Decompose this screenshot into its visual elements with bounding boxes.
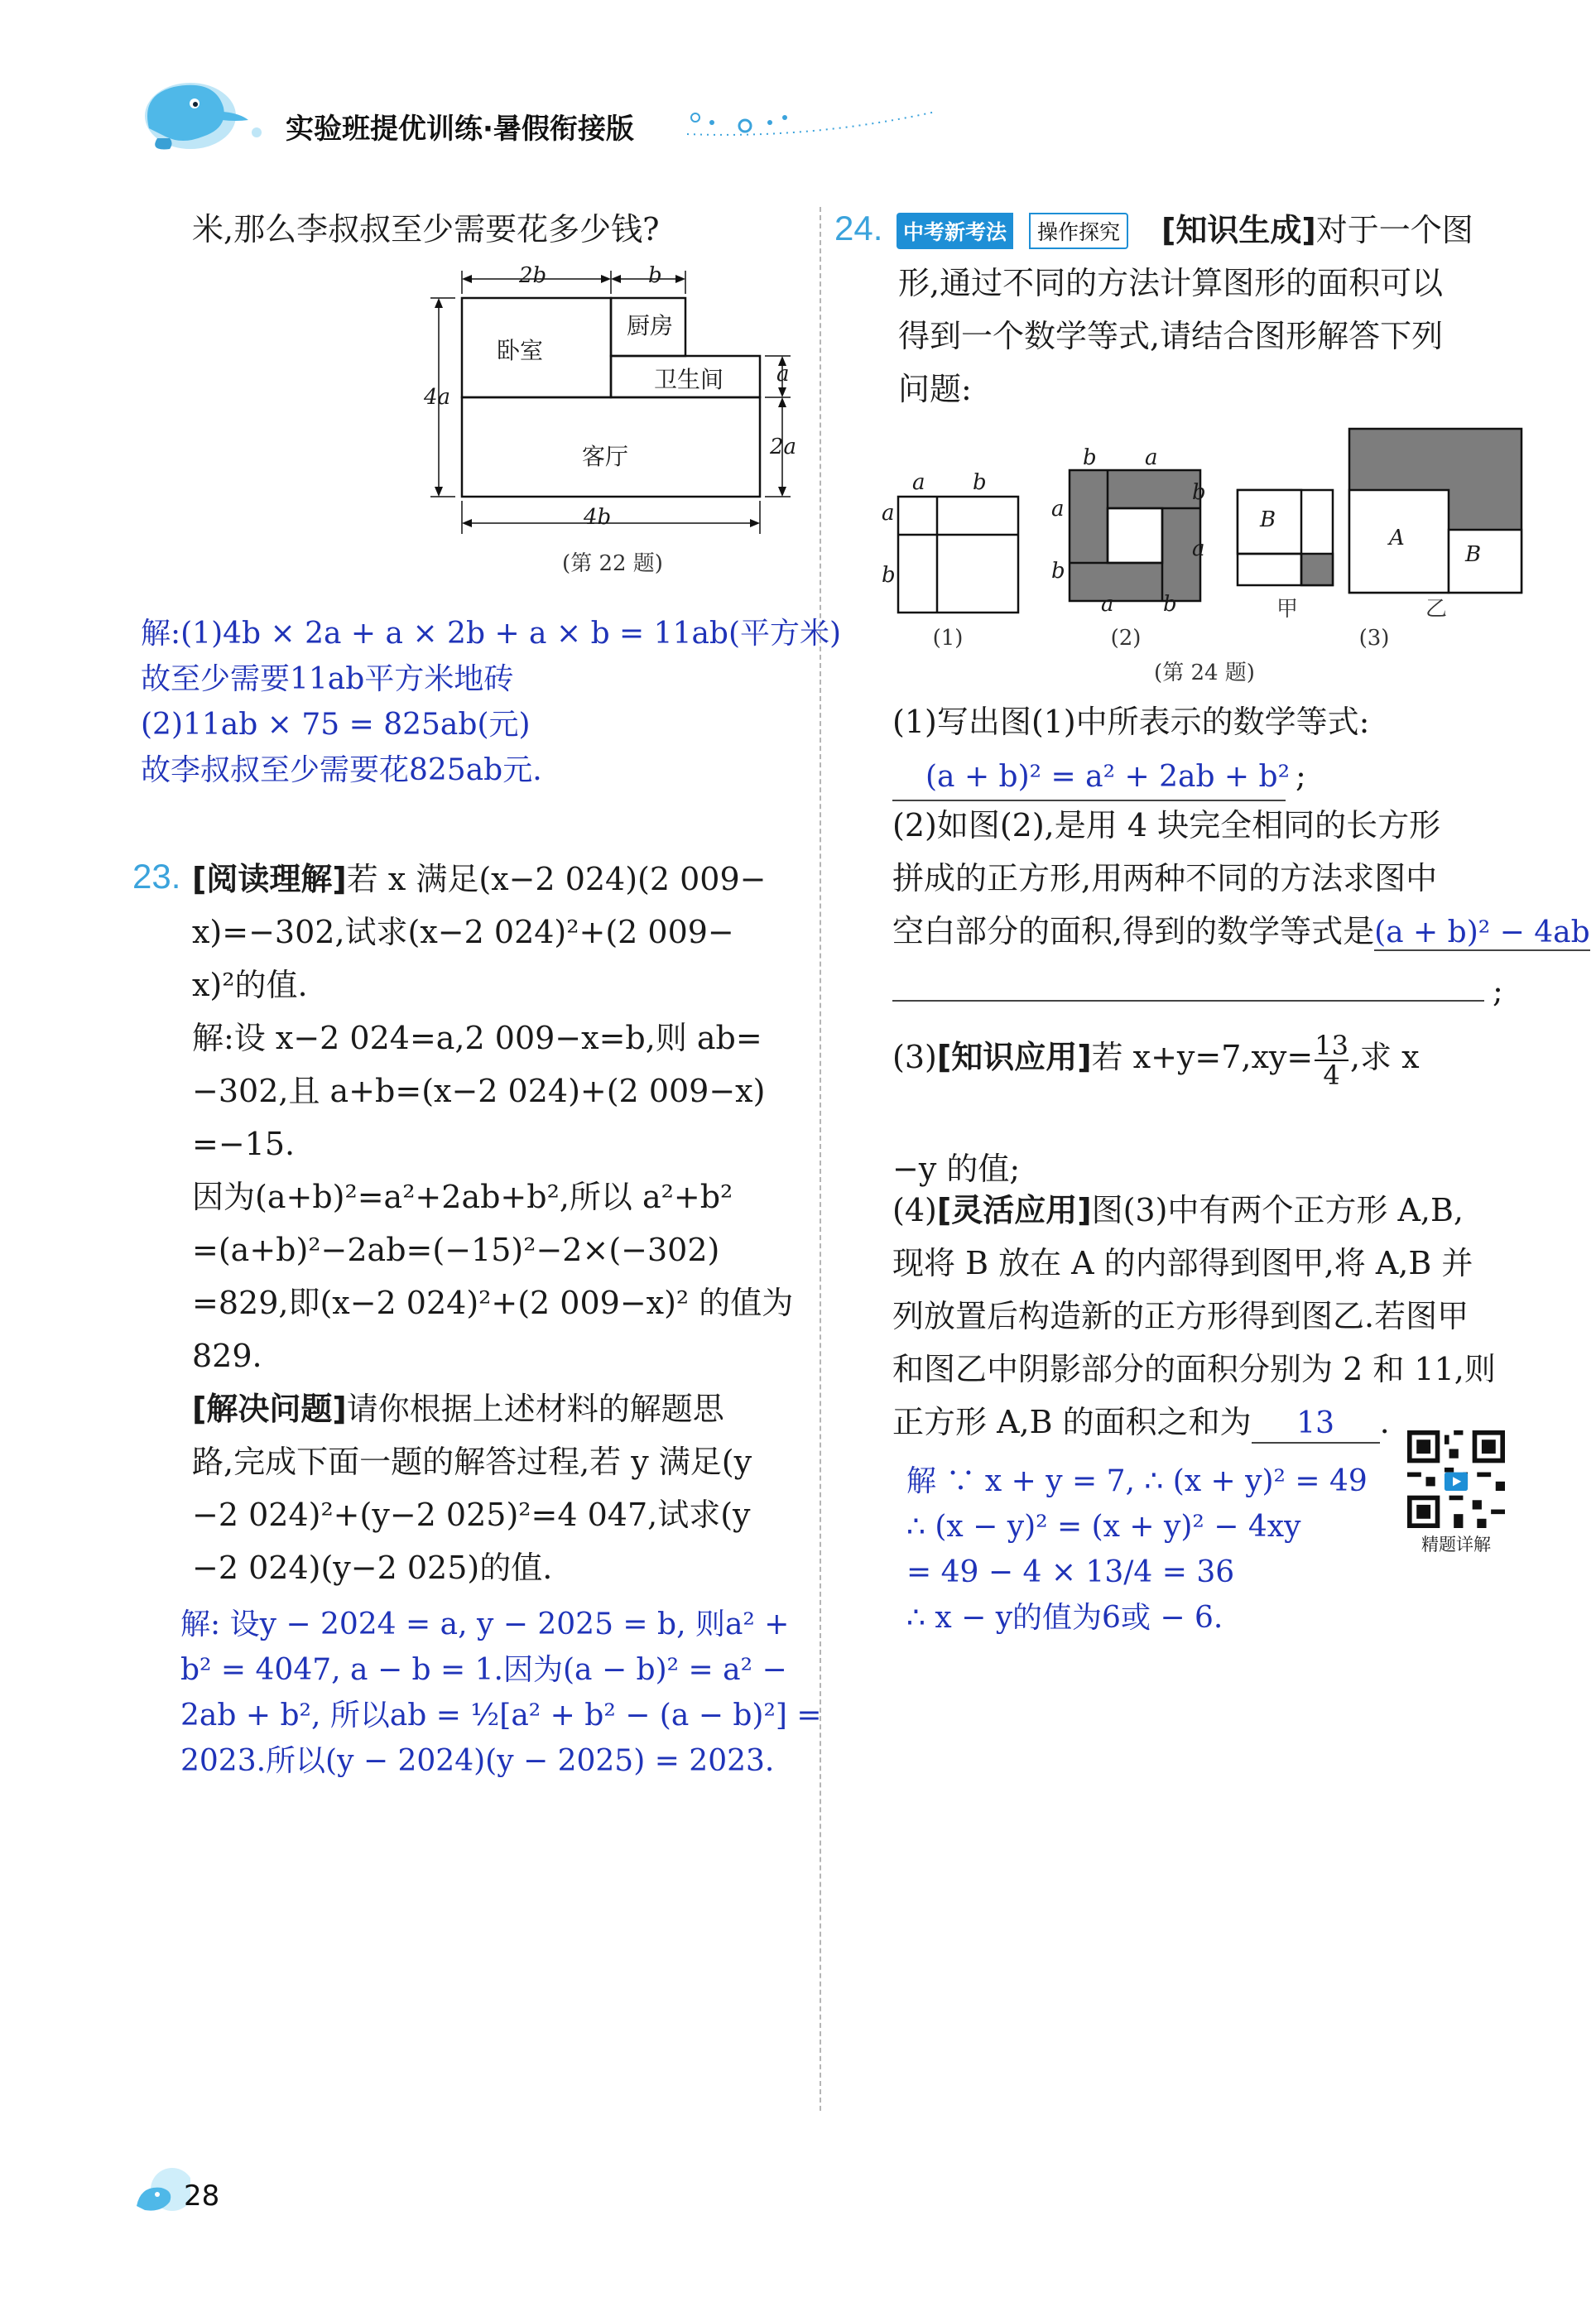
q23-tag-solve: [解决问题]: [192, 1391, 347, 1427]
fig22-dim-2a: 2a: [770, 435, 797, 459]
figure-22-floor-plan: [414, 252, 811, 584]
qr-code-label: 精题详解: [1421, 1535, 1491, 1555]
q24-part2: [892, 799, 1588, 958]
q24-answer-line: = 49 − 4 × 13/4 = 36: [906, 1555, 1235, 1589]
fig24-yi-label-A: A: [1389, 526, 1405, 550]
fig24-1-label-a-left: a: [882, 501, 895, 526]
qr-code-block[interactable]: [1407, 1430, 1507, 1556]
fig22-bathroom-label: 卫生间: [654, 366, 724, 393]
fig24-1-label-a-top: a: [912, 470, 925, 495]
fig24-1-label-b-left: b: [882, 563, 896, 588]
q23-line: −2 024)²+(y−2 025)²=4 047,试求(y: [192, 1497, 751, 1533]
q24-part4-end: .: [1379, 1404, 1390, 1440]
q24-part1-end: ;: [1296, 757, 1306, 794]
header: [124, 74, 828, 146]
q23-line: 请你根据上述材料的解题思: [346, 1391, 724, 1427]
footer-dolphin-icon: [132, 2165, 190, 2223]
q24-intro-line: 形,通过不同的方法计算图形的面积可以: [898, 265, 1444, 301]
q24-part2-line: 空白部分的面积,得到的数学等式是: [892, 913, 1375, 949]
q24-badge-operation: 操作探究: [1029, 213, 1128, 249]
q24-part3: [892, 1031, 1420, 1089]
q24-part4-line: 和图乙中阴影部分的面积分别为 2 和 11,则: [892, 1351, 1496, 1387]
q24-tag-apply: [知识应用]: [936, 1039, 1092, 1075]
q23-line: −302,且 a+b=(x−2 024)+(2 009−x): [192, 1073, 766, 1109]
q23-line: 若 x 满足(x−2 024)(2 009−: [346, 861, 767, 897]
fig24-sub1: (1): [932, 626, 964, 651]
q23-line: 因为(a+b)²=a²+2ab+b²,所以 a²+b²: [192, 1179, 733, 1215]
fig24-2-label-b-bottom: b: [1163, 592, 1177, 617]
page-number: 28: [184, 2179, 220, 2213]
q24-part3-frac-den: 4: [1323, 1059, 1340, 1091]
fig24-2-label-a-right: a: [1192, 536, 1205, 561]
q23-line: 解:设 x−2 024=a,2 009−x=b,则 ab=: [192, 1020, 762, 1056]
fig22-kitchen-label: 厨房: [627, 312, 674, 339]
q24-tag-flexible: [灵活应用]: [936, 1192, 1092, 1228]
q23-answer-line: 2ab + b², 所以ab = ½[a² + b² − (a − b)²] =: [180, 1699, 822, 1733]
q24-part4-line: 图(3)中有两个正方形 A,B,: [1091, 1192, 1464, 1228]
q24-part1-answer: (a + b)² = a² + 2ab + b²: [892, 754, 1286, 801]
header-title: 实验班提优训练·暑假衔接版: [286, 113, 634, 146]
q24-tag-knowledge: [知识生成]: [1161, 212, 1316, 248]
q23-line: =−15.: [192, 1126, 296, 1162]
q24-part3-text: 若 x+y=7,xy=: [1091, 1039, 1314, 1075]
q23-line: −2 024)(y−2 025)的值.: [192, 1550, 553, 1586]
fig22-bedroom-label: 卧室: [497, 337, 544, 364]
q24-part2-line: 拼成的正方形,用两种不同的方法求图中: [892, 860, 1438, 896]
fig24-2-label-a-left: a: [1051, 497, 1065, 521]
q22-answer-line: (2)11ab × 75 = 825ab(元): [141, 708, 531, 742]
fig24-1-label-b-top: b: [973, 470, 987, 495]
q24-part2-end: ;: [1493, 973, 1503, 1009]
fig24-square-yi: [1349, 429, 1521, 593]
fig24-2-label-b-left: b: [1051, 559, 1065, 584]
q23-line: 路,完成下面一题的解答过程,若 y 满足(y: [192, 1444, 752, 1480]
q24-part4-line: 列放置后构造新的正方形得到图乙.若图甲: [892, 1298, 1469, 1334]
fig24-2-label-b-top: b: [1083, 445, 1097, 470]
fig24-square-1: [898, 497, 1018, 613]
fig24-2-label-a-bottom: a: [1101, 592, 1114, 617]
q24-intro-line: 对于一个图: [1315, 212, 1473, 248]
q24-part2-line: (2)如图(2),是用 4 块完全相同的长方形: [892, 807, 1441, 843]
q24-part2-blank-row: [892, 964, 1503, 1017]
q23-line: x)²的值.: [192, 967, 308, 1003]
fig22-dim-4a: 4a: [424, 385, 451, 410]
qr-code-icon: [1407, 1430, 1505, 1528]
fig24-caption: (第 24 题): [1154, 661, 1255, 685]
fig24-2-label-a-top: a: [1145, 445, 1158, 470]
q24-part4-answer: 13: [1252, 1406, 1380, 1444]
fig22-living-label: 客厅: [582, 443, 629, 470]
q24-answer-line: 解 ∵ x + y = 7, ∴ (x + y)² = 49: [906, 1464, 1368, 1498]
q24-part2-blank-line: [892, 967, 1484, 1002]
q23-line: =(a+b)²−2ab=(−15)²−2×(−302): [192, 1232, 720, 1268]
fig24-sub3: (3): [1358, 626, 1390, 651]
q24-answer: [906, 1459, 1368, 1641]
fig24-square-jia: [1238, 490, 1333, 585]
q23-line: =829,即(x−2 024)²+(2 009−x)² 的值为: [192, 1285, 794, 1321]
q24-badge-new-exam: 中考新考法: [897, 213, 1013, 249]
q22-answer-line: 故李叔叔至少需要花825ab元.: [141, 753, 542, 787]
q24-part3-fraction: [1315, 1031, 1348, 1089]
fig24-yi-label-B: B: [1465, 542, 1482, 567]
q24-part4-line: 正方形 A,B 的面积之和为: [892, 1404, 1252, 1440]
q24-part4-line: 现将 B 放在 A 的内部得到图甲,将 A,B 并: [892, 1245, 1473, 1281]
q24-part3-line2: −y 的值;: [892, 1151, 1021, 1187]
q23-tag-reading: [阅读理解]: [192, 861, 347, 897]
fig22-dim-2b: 2b: [519, 263, 547, 288]
q24-answer-line: ∴ x − y的值为6或 − 6.: [906, 1601, 1223, 1635]
q24-intro-line: 问题:: [898, 371, 972, 407]
q23-answer: [180, 1602, 822, 1784]
q23-line: 829.: [192, 1338, 262, 1374]
q22-tail-text: 米,那么李叔叔至少需要花多少钱?: [192, 211, 660, 248]
fig24-2-label-b-right: b: [1192, 480, 1206, 505]
q23-answer-line: 解: 设y − 2024 = a, y − 2025 = b, 则a² +: [180, 1608, 790, 1641]
q22-answer: [141, 611, 841, 793]
fig22-dim-4b: 4b: [584, 505, 612, 530]
q23-line: x)=−302,试求(x−2 024)²+(2 009−: [192, 914, 734, 950]
q24-answer-line: ∴ (x − y)² = (x + y)² − 4xy: [906, 1510, 1301, 1544]
q24-number: 24.: [834, 209, 883, 248]
q23-number: 23.: [132, 857, 181, 896]
q23-answer-line: 2023.所以(y − 2024)(y − 2025) = 2023.: [180, 1744, 775, 1778]
fig24-sub2: (2): [1110, 626, 1142, 651]
q24-part4: [892, 1159, 1588, 1449]
q23-answer-line: b² = 4047, a − b = 1.因为(a − b)² = a² −: [180, 1653, 787, 1687]
q24-intro: [898, 204, 1560, 416]
q22-answer-line: 解:(1)4b × 2a + a × 2b + a × b = 11ab(平方米): [141, 617, 842, 651]
fig22-dim-a: a: [776, 362, 790, 387]
fig22-dim-b: b: [648, 263, 662, 288]
column-divider: [820, 207, 821, 2111]
fig24-jia-label: 甲: [1276, 597, 1298, 622]
fig24-square-2: [1070, 470, 1200, 601]
q24-part4-prefix: (4): [892, 1192, 937, 1228]
q24-part3-prefix: (3): [892, 1039, 937, 1075]
fig24-jia-label-B: B: [1260, 507, 1276, 532]
q24-part3-text2: ,求 x: [1349, 1039, 1420, 1075]
fig22-caption: (第 22 题): [562, 551, 663, 576]
q23-body: [192, 853, 805, 1594]
q24-part1-answer-row: [892, 749, 1306, 802]
q24-part2-answer: (a + b)² − 4ab: [1374, 916, 1590, 949]
header-dots-decoration: [687, 108, 935, 141]
q24-part3-frac-num: 13: [1315, 1029, 1348, 1061]
footer: [132, 2165, 298, 2231]
q24-intro-line: 得到一个数学等式,请结合图形解答下列: [898, 318, 1444, 354]
dolphin-mascot-icon: [124, 70, 273, 157]
q24-part1: (1)写出图(1)中所表示的数学等式:: [892, 704, 1370, 740]
fig24-yi-label: 乙: [1425, 597, 1447, 622]
q22-answer-line: 故至少需要11ab平方米地砖: [141, 662, 514, 696]
